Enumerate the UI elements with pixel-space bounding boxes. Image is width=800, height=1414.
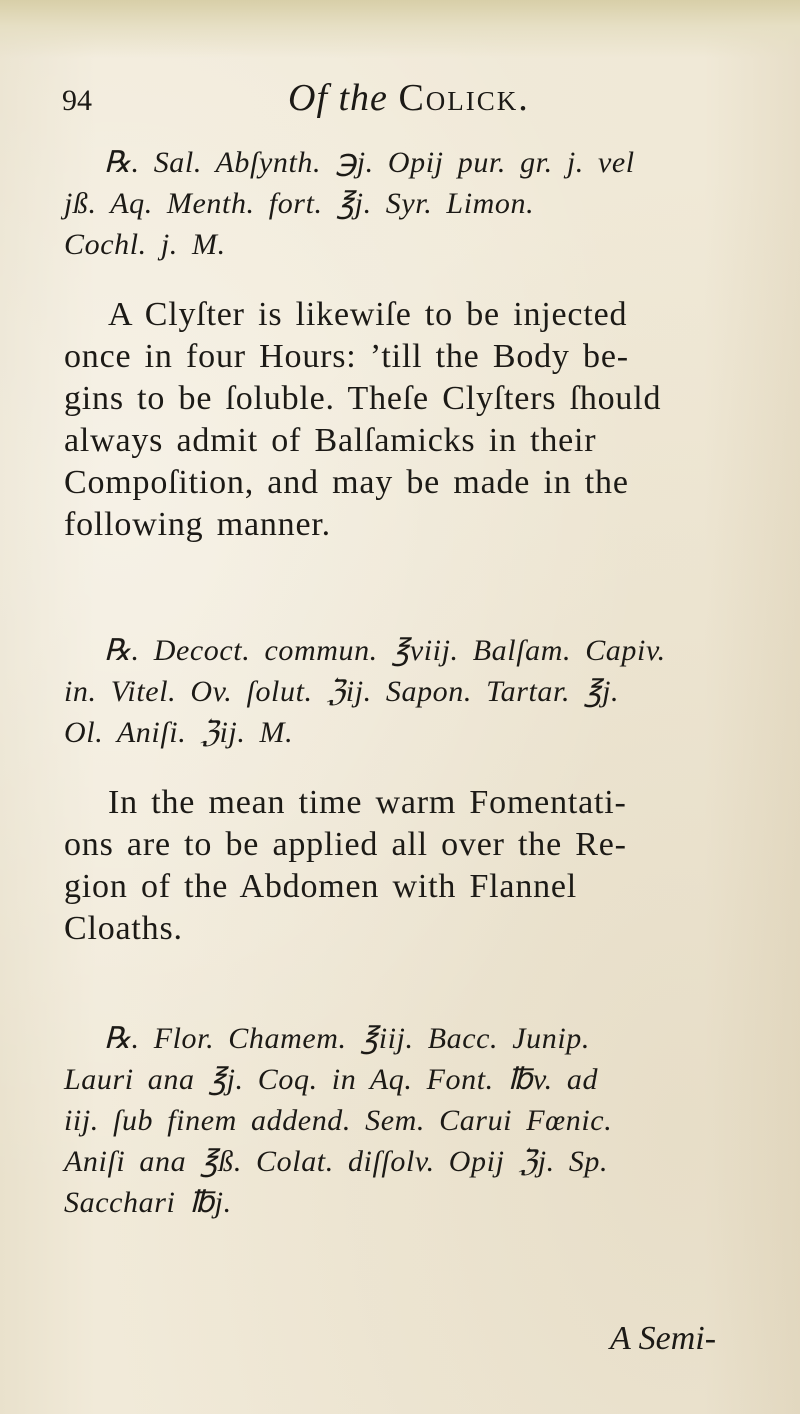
paragraph-1-line-3: gins to be ſoluble. Theſe Clyſters ſhould (64, 380, 662, 417)
page-stain (0, 0, 800, 58)
page-number: 94 (62, 84, 92, 117)
paragraph-2 (64, 782, 744, 950)
running-head (62, 70, 622, 130)
recipe-1-line-3: Cochl. j. M. (64, 228, 226, 261)
recipe-2-line-2: in. Vitel. Ov. ſolut. ℨij. Sapon. Tartar. ℥j. (64, 675, 620, 708)
recipe-1-line-2: jß. Aq. Menth. fort. ℥j. Syr. Limon. (64, 187, 535, 220)
paragraph-1-line-4: always admit of Balſamicks in their (64, 422, 597, 459)
recipe-3-line-2: Lauri ana ℥j. Coq. in Aq. Font. ℔v. ad (64, 1063, 599, 1096)
paragraph-1-line-1: A Clyſter is likewiſe to be injected (108, 296, 628, 333)
paragraph-1-line-2: once in four Hours: ’till the Body be- (64, 338, 629, 375)
recipe-2-line-1: ℞. Decoct. commun. ℥viij. Balſam. Capiv. (104, 634, 666, 667)
paragraph-2-line-1: In the mean time warm Fomentati- (108, 784, 627, 821)
paragraph-1-line-5: Compoſition, and may be made in the (64, 464, 629, 501)
paragraph-2-line-3: gion of the Abdomen with Flannel (64, 868, 578, 905)
paragraph-1 (64, 294, 744, 546)
paragraph-2-line-4: Cloaths. (64, 910, 183, 947)
recipe-3-line-1: ℞. Flor. Chamem. ℥iij. Bacc. Junip. (104, 1022, 590, 1055)
recipe-3-line-5: Sacchari ℔j. (64, 1186, 232, 1219)
paragraph-2-line-2: ons are to be applied all over the Re- (64, 826, 627, 863)
catchword: A Semi- (610, 1320, 717, 1357)
paragraph-1-line-6: following manner. (64, 506, 331, 543)
recipe-1-line-1: ℞. Sal. Abſynth. ℈j. Opij pur. gr. j. vel (104, 146, 635, 179)
recipe-1 (64, 142, 744, 265)
running-title (288, 76, 530, 120)
recipe-3 (64, 1018, 744, 1223)
recipe-2 (64, 630, 744, 753)
running-title-main: Colick. (398, 77, 530, 119)
recipe-3-line-4: Aniſi ana ℥ß. Colat. diſſolv. Opij ℨj. Sp. (64, 1145, 609, 1178)
recipe-2-line-3: Ol. Aniſi. ℨij. M. (64, 716, 294, 749)
running-title-prefix: Of the (288, 77, 388, 119)
recipe-3-line-3: iij. ſub finem addend. Sem. Carui Fœnic. (64, 1104, 613, 1137)
